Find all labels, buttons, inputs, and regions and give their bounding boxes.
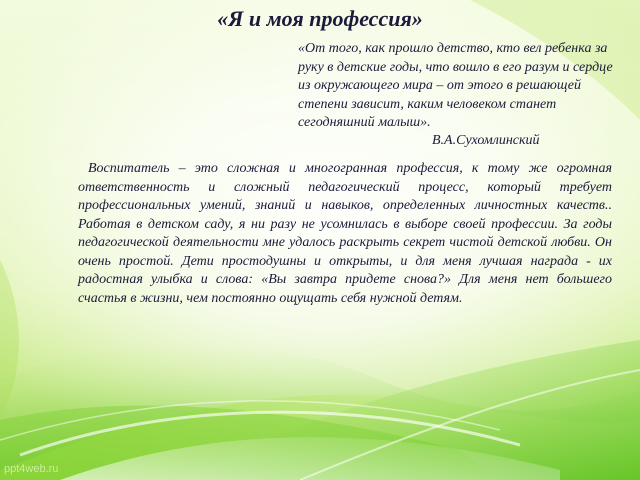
slide-title: «Я и моя профессия» — [217, 6, 423, 31]
site-watermark: ppt4web.ru — [4, 463, 59, 475]
epigraph-author: В.А.Сухомлинский — [432, 133, 540, 148]
epigraph-quote: «От того, как прошло детство, кто вел ребенка за руку в детские годы, что вошло в его разум и сердце из окружающего мира – от этого в решающей степени зависит, каким человеком станет сегодняшний малыш». — [298, 41, 613, 130]
body-paragraph: Воспитатель – это сложная и многогранная профессия, к тому же огромная ответственность и сложный педагогический процесс, который требует профессиональных умений, знаний и навыков, определенных личностных качеств.. Работая в детском саду, я ни разу не усомнилась в выборе своей профессии. За годы педагогической деятельности мне удалось раскрыть секрет чистой детской любви. Он очень простой. Дети простодушны и открыты, и для меня лучшая награда - их радостная улыбка и слова: «Вы завтра придете снова?» Для меня нет большего счастья в жизни, чем постоянно ощущать себя нужной детям. — [78, 161, 612, 306]
